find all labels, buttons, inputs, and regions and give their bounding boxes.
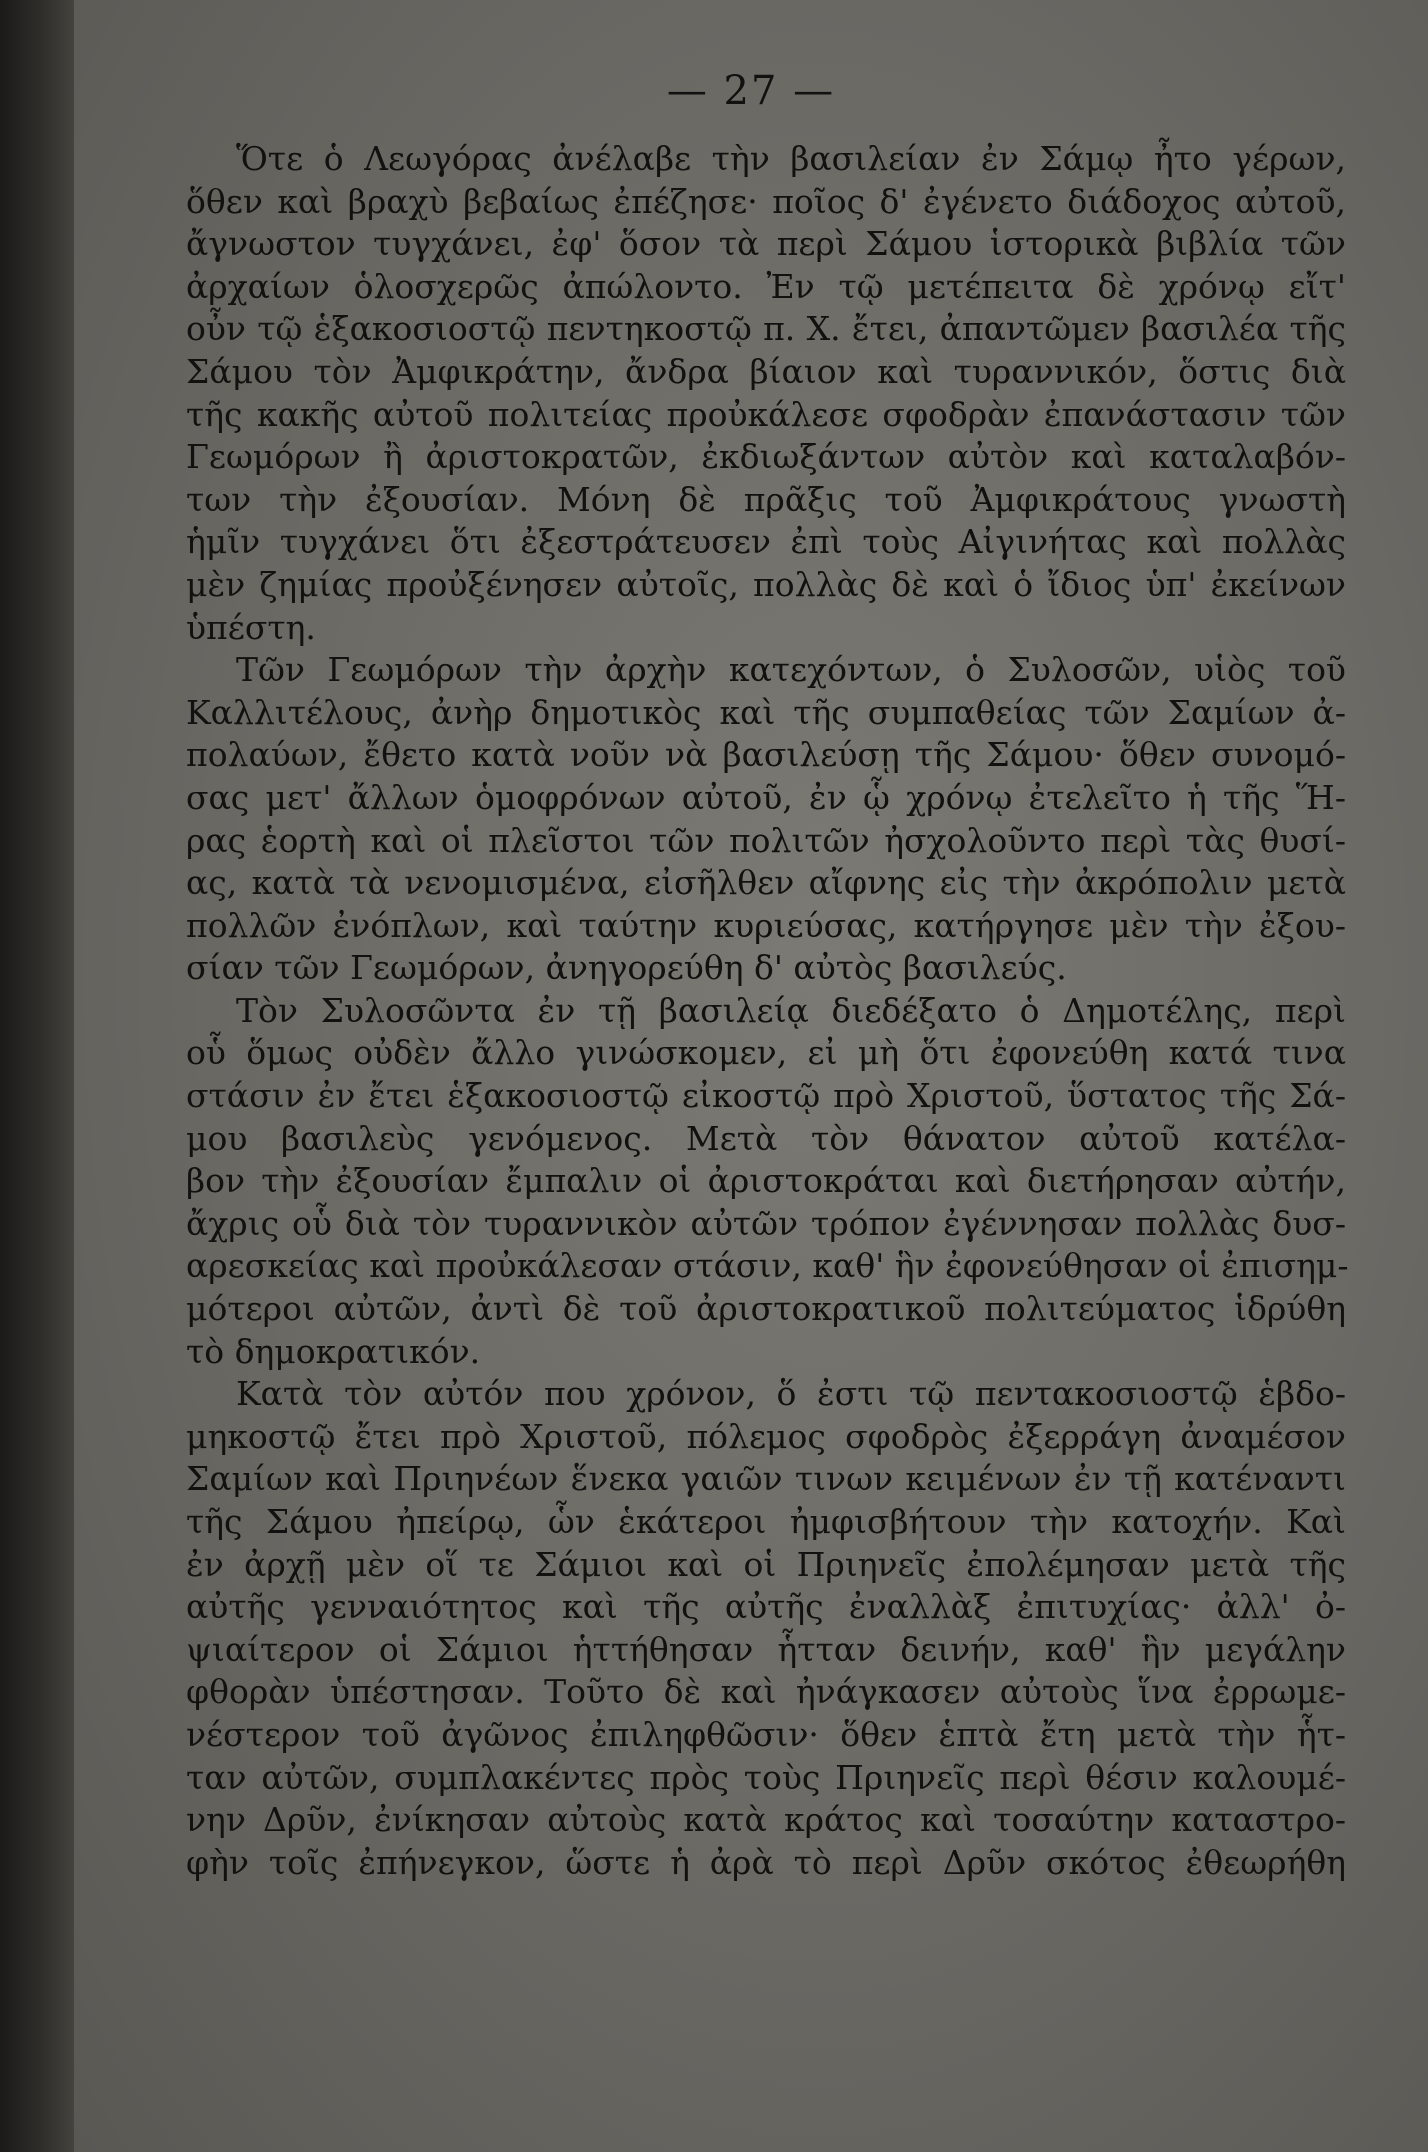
text-line: ας, κατὰ τὰ νενομισμένα, εἰσῆλθεν αἴφνης εἰς τὴν ἀκρόπολιν μετὰ (186, 863, 1346, 903)
paragraph-4 (186, 1373, 1346, 1884)
text-line: ταν αὐτῶν, συμπλακέντες πρὸς τοὺς Πριηνεῖς περὶ θέσιν καλουμέ- (186, 1757, 1346, 1797)
text-line: ὑπέστη. (186, 607, 316, 647)
text-line: Σαμίων καὶ Πριηνέων ἕνεκα γαιῶν τινων κειμένων ἐν τῇ κατέναντι (186, 1459, 1346, 1499)
text-line: των τὴν ἐξουσίαν. Μόνη δὲ πρᾶξις τοῦ Ἀμφικράτους γνωστὴ (186, 479, 1346, 519)
text-line: αὐτῆς γενναιότητος καὶ τῆς αὐτῆς ἐναλλὰξ ἐπιτυχίας· ἀλλ' ὀ- (186, 1587, 1346, 1627)
text-line: Ὅτε ὁ Λεωγόρας ἀνέλαβε τὴν βασιλείαν ἐν Σάμῳ ἦτο γέρων, (236, 139, 1346, 178)
text-line: ρας ἑορτὴ καὶ οἱ πλεῖστοι τῶν πολιτῶν ἠσχολοῦντο περὶ τὰς θυσί- (186, 820, 1346, 860)
text-line: νην Δρῦν, ἐνίκησαν αὐτοὺς κατὰ κράτος καὶ τοσαύτην καταστρο- (186, 1800, 1346, 1840)
text-line: ὅθεν καὶ βραχὺ βεβαίως ἐπέζησε· ποῖος δ' ἐγένετο διάδοχος αὐτοῦ, (186, 181, 1346, 221)
body-text (186, 138, 1349, 1884)
text-line: Γεωμόρων ἢ ἀριστοκρατῶν, ἐκδιωξάντων αὐτὸν καὶ καταλαβόν- (186, 437, 1346, 477)
text-line: ἄχρις οὗ διὰ τὸν τυραννικὸν αὐτῶν τρόπον ἐγέννησαν πολλὰς δυσ- (186, 1203, 1346, 1243)
text-line: ἄγνωστον τυγχάνει, ἐφ' ὅσον τὰ περὶ Σάμου ἱστορικὰ βιβλία τῶν (186, 224, 1346, 264)
text-line: Τῶν Γεωμόρων τὴν ἀρχὴν κατεχόντων, ὁ Συλοσῶν, υἱὸς τοῦ (236, 650, 1346, 690)
text-line: μηκοστῷ ἔτει πρὸ Χριστοῦ, πόλεμος σφοδρὸς ἐξερράγη ἀναμέσον (186, 1416, 1346, 1456)
text-line: ἡμῖν τυγχάνει ὅτι ἐξεστράτευσεν ἐπὶ τοὺς Αἰγινήτας καὶ πολλὰς (186, 522, 1346, 562)
text-line: Σάμου τὸν Ἀμφικράτην, ἄνδρα βίαιον καὶ τυραννικόν, ὅστις διὰ (186, 351, 1346, 391)
book-spine-shadow (0, 0, 74, 2152)
paragraph-2 (186, 649, 1346, 990)
paragraph-1 (186, 138, 1346, 649)
text-line: βον τὴν ἐξουσίαν ἔμπαλιν οἱ ἀριστοκράται καὶ διετήρησαν αὐτήν, (186, 1161, 1346, 1201)
page-number: — 27 — (666, 68, 836, 114)
text-line: πολαύων, ἔθετο κατὰ νοῦν νὰ βασιλεύσῃ τῆς Σάμου· ὅθεν συνομό- (186, 735, 1346, 775)
text-line: νέστερον τοῦ ἀγῶνος ἐπιληφθῶσιν· ὅθεν ἑπτὰ ἔτη μετὰ τὴν ἧτ- (186, 1714, 1346, 1754)
text-line: μότεροι αὐτῶν, ἀντὶ δὲ τοῦ ἀριστοκρατικοῦ πολιτεύματος ἱδρύθη (186, 1289, 1346, 1329)
text-line: σας μετ' ἄλλων ὁμοφρόνων αὐτοῦ, ἐν ᾧ χρόνῳ ἐτελεῖτο ἡ τῆς Ἥ- (186, 777, 1346, 817)
text-line: ἀρχαίων ὁλοσχερῶς ἀπώλοντο. Ἐν τῷ μετέπειτα δὲ χρόνῳ εἴτ' (186, 266, 1346, 306)
text-line: πολλῶν ἐνόπλων, καὶ ταύτην κυριεύσας, κατήργησε μὲν τὴν ἐξου- (186, 905, 1346, 945)
book-page (74, 0, 1428, 2152)
text-line: αρεσκείας καὶ προὐκάλεσαν στάσιν, καθ' ἣν ἐφονεύθησαν οἱ ἐπισημ- (186, 1246, 1349, 1286)
text-line: οὖν τῷ ἑξακοσιοστῷ πεντηκοστῷ π. Χ. ἔτει, ἀπαντῶμεν βασιλέα τῆς (186, 309, 1346, 349)
text-line: τῆς Σάμου ἠπείρῳ, ὧν ἑκάτεροι ἠμφισβήτουν τὴν κατοχήν. Καὶ (186, 1502, 1346, 1541)
paragraph-3 (186, 990, 1349, 1373)
text-line: μου βασιλεὺς γενόμενος. Μετὰ τὸν θάνατον αὐτοῦ κατέλα- (186, 1118, 1346, 1158)
text-line: τῆς κακῆς αὐτοῦ πολιτείας προὐκάλεσε σφοδρὰν ἐπανάστασιν τῶν (186, 394, 1346, 434)
text-line: σίαν τῶν Γεωμόρων, ἀνηγορεύθη δ' αὐτὸς βασιλεύς. (186, 948, 1067, 988)
text-line: Τὸν Συλοσῶντα ἐν τῇ βασιλείᾳ διεδέξατο ὁ Δημοτέλης, περὶ (236, 990, 1346, 1030)
text-line: στάσιν ἐν ἔτει ἑξακοσιοστῷ εἰκοστῷ πρὸ Χριστοῦ, ὕστατος τῆς Σά- (186, 1076, 1346, 1116)
text-line: φὴν τοῖς ἐπήνεγκον, ὥστε ἡ ἀρὰ τὸ περὶ Δρῦν σκότος ἐθεωρήθη (186, 1842, 1346, 1882)
text-line: τὸ δημοκρατικόν. (186, 1331, 481, 1371)
text-line: ψιαίτερον οἱ Σάμιοι ἡττήθησαν ἧτταν δεινήν, καθ' ἣν μεγάλην (186, 1629, 1346, 1669)
text-line: ἐν ἀρχῇ μὲν οἵ τε Σάμιοι καὶ οἱ Πριηνεῖς ἐπολέμησαν μετὰ τῆς (186, 1544, 1346, 1584)
text-line: οὗ ὅμως οὐδὲν ἄλλο γινώσκομεν, εἰ μὴ ὅτι ἐφονεύθη κατά τινα (186, 1033, 1346, 1073)
text-line: Κατὰ τὸν αὐτόν που χρόνον, ὅ ἐστι τῷ πεντακοσιοστῷ ἑβδο- (236, 1374, 1346, 1414)
text-line: μὲν ζημίας προὐξένησεν αὐτοῖς, πολλὰς δὲ καὶ ὁ ἴδιος ὑπ' ἐκείνων (186, 564, 1346, 604)
text-line: φθορὰν ὑπέστησαν. Τοῦτο δὲ καὶ ἠνάγκασεν αὐτοὺς ἵνα ἐρρωμε- (186, 1672, 1346, 1712)
text-line: Καλλιτέλους, ἀνὴρ δημοτικὸς καὶ τῆς συμπαθείας τῶν Σαμίων ἀ- (186, 692, 1346, 732)
